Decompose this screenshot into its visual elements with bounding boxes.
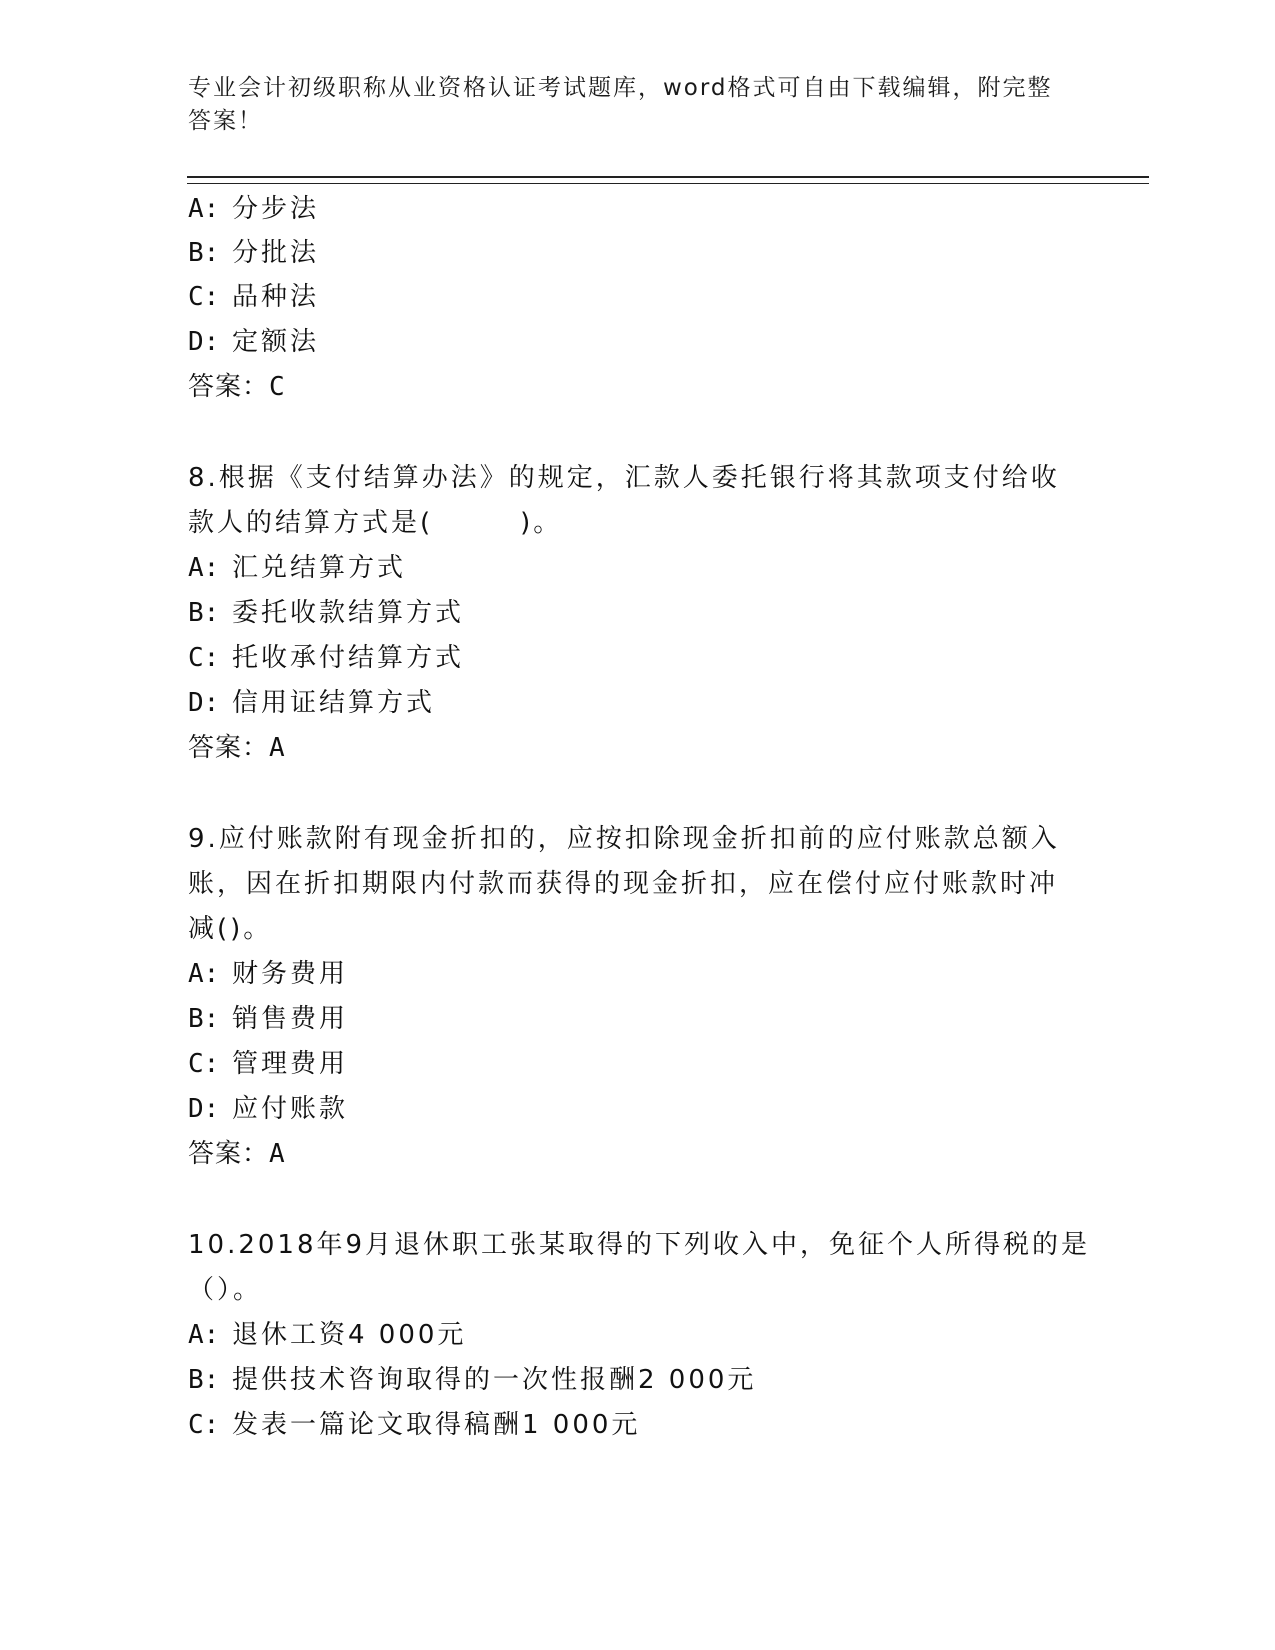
q7-option-b-key: B: [188, 238, 220, 268]
q9-option-b-key: B: [188, 1004, 220, 1034]
q10-option-a-text: 退休工资4 000元 [232, 1320, 467, 1350]
q8-option-c-text: 托收承付结算方式 [232, 643, 465, 673]
q7-option-c-key: C: [188, 282, 220, 312]
q8-option-d [188, 686, 435, 720]
header-rule-thick [187, 176, 1149, 178]
header-rule-thin [187, 183, 1149, 184]
q10-option-b-text: 提供技术咨询取得的一次性报酬2 000元 [232, 1365, 757, 1395]
q7-answer: 答案：C [188, 372, 286, 402]
q9-option-d-key: D: [188, 1094, 220, 1124]
q9-stem-line3: 减()。 [188, 914, 273, 944]
page-header: 专业会计初级职称从业资格认证考试题库，word格式可自由下载编辑，附完整答案！ [188, 75, 1053, 134]
q9-option-a-text: 财务费用 [232, 959, 349, 989]
q9-option-a-key: A: [188, 959, 220, 989]
q9-option-b [188, 1002, 348, 1036]
q9-stem-line1: 9.应付账款附有现金折扣的，应按扣除现金折扣前的应付账款总额入 [188, 824, 1060, 854]
q7-option-b [188, 236, 319, 270]
q7-option-d [188, 325, 319, 359]
q9-option-c [188, 1047, 348, 1081]
q8-option-c [188, 641, 464, 675]
q10-option-a [188, 1318, 466, 1352]
q8-option-a-key: A: [188, 553, 220, 583]
q9-stem-line2: 账，因在折扣期限内付款而获得的现金折扣，应在偿付应付账款时冲 [188, 869, 1059, 899]
q8-option-b [188, 596, 464, 630]
q10-option-c [188, 1408, 640, 1442]
q9-option-c-text: 管理费用 [232, 1049, 349, 1079]
q10-option-a-key: A: [188, 1320, 220, 1350]
q9-option-a [188, 957, 348, 991]
q7-option-a [188, 192, 319, 226]
q7-option-a-key: A: [188, 194, 220, 224]
q7-option-c [188, 280, 319, 314]
q10-option-c-text: 发表一篇论文取得稿酬1 000元 [232, 1410, 641, 1440]
q8-option-d-text: 信用证结算方式 [232, 688, 436, 718]
q8-answer: 答案：A [188, 733, 286, 763]
q10-option-c-key: C: [188, 1410, 220, 1440]
q8-option-b-key: B: [188, 598, 220, 628]
q10-option-b-key: B: [188, 1365, 220, 1395]
q7-option-d-text: 定额法 [232, 327, 320, 357]
q9-option-d-text: 应付账款 [232, 1094, 349, 1124]
q8-stem-line1: 8.根据《支付结算办法》的规定，汇款人委托银行将其款项支付给收 [188, 463, 1060, 493]
q8-stem-line2: 款人的结算方式是( )。 [188, 508, 563, 538]
q8-option-d-key: D: [188, 688, 220, 718]
q9-option-c-key: C: [188, 1049, 220, 1079]
q8-option-b-text: 委托收款结算方式 [232, 598, 465, 628]
q10-option-b [188, 1363, 756, 1397]
q9-option-b-text: 销售费用 [232, 1004, 349, 1034]
q7-option-b-text: 分批法 [232, 238, 320, 268]
q7-option-c-text: 品种法 [232, 282, 320, 312]
q10-stem-line1: 10.2018年9月退休职工张某取得的下列收入中，免征个人所得税的是 [188, 1230, 1091, 1260]
q9-answer: 答案：A [188, 1139, 286, 1169]
q7-option-d-key: D: [188, 327, 220, 357]
q8-option-a-text: 汇兑结算方式 [232, 553, 407, 583]
q10-stem-line2: （）。 [188, 1275, 263, 1305]
q8-option-a [188, 551, 406, 585]
q8-option-c-key: C: [188, 643, 220, 673]
q7-option-a-text: 分步法 [232, 194, 320, 224]
q9-option-d [188, 1092, 348, 1126]
